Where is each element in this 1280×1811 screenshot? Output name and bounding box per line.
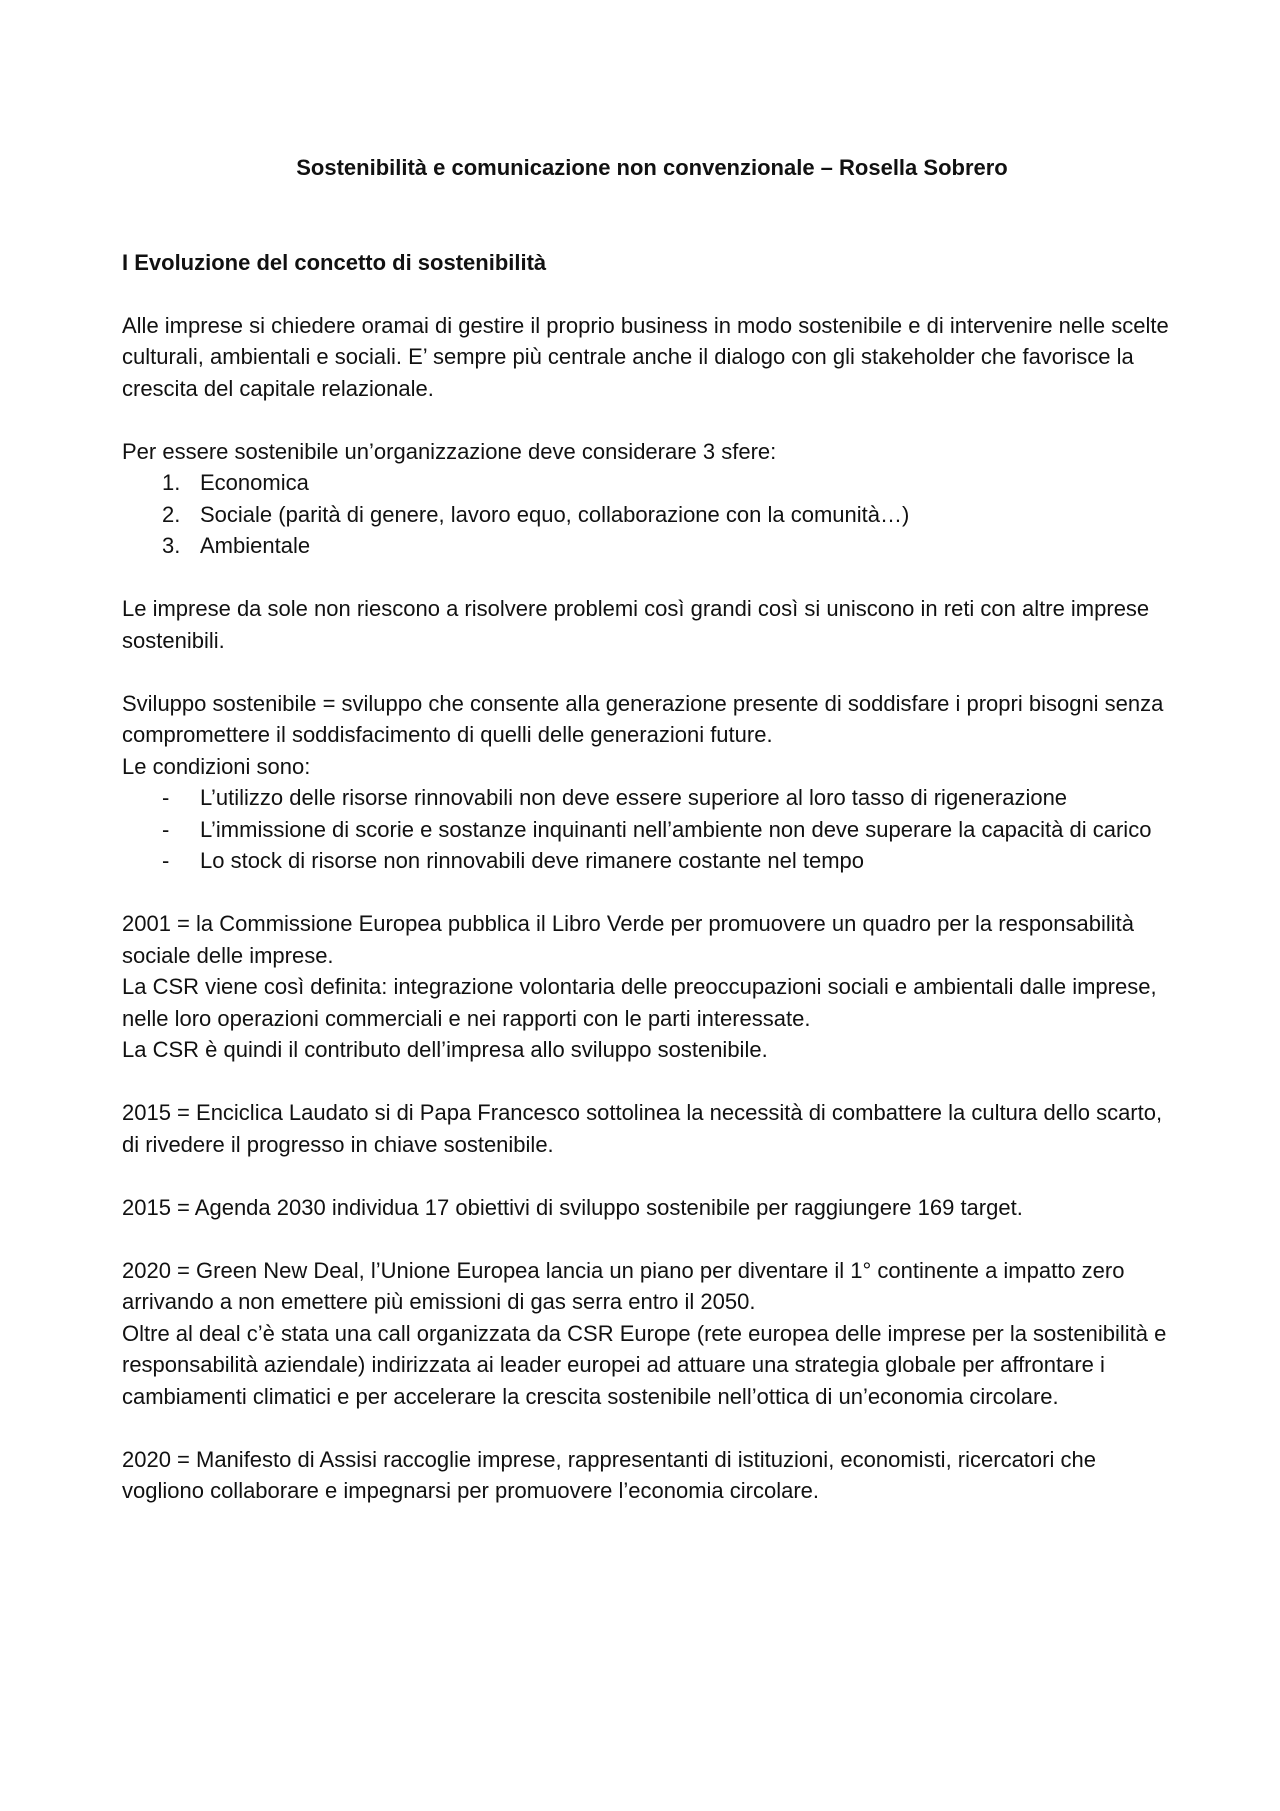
conditions-list [122,782,1182,877]
networks-paragraph: Le imprese da sole non riescono a risolvere problemi così grandi così si uniscono in reti con altre imprese sostenibili. [122,596,1150,653]
intro-paragraph: Alle imprese si chiedere oramai di gestire il proprio business in modo sostenibile e di intervenire nelle scelte culturali, ambientali e sociali. E’ sempre più centrale anche il dialogo con gli stakeholder che favorisce la crescita del capitale relazionale. [122,312,1169,401]
section-heading: I Evoluzione del concetto di sostenibilità [122,249,547,275]
list-item [122,467,1182,499]
list-number: 3. [162,533,181,558]
list-item-text: L’immissione di scorie e sostanze inquinanti nell’ambiente non deve superare la capacità di carico [200,816,1152,842]
list-dash: - [162,785,170,810]
list-item [122,845,1182,877]
list-item-text: L’utilizzo delle risorse rinnovabili non deve essere superiore al loro tasso di rigenerazione [200,785,1068,810]
paragraph-2001-c: La CSR è quindi il contributo dell’impresa allo sviluppo sostenibile. [122,1037,768,1062]
list-item [122,814,1182,846]
spheres-list [122,467,1182,562]
paragraph-2015-b: 2015 = Agenda 2030 individua 17 obiettivi di sviluppo sostenibile per raggiungere 169 target. [122,1194,1023,1220]
list-item [122,530,1182,562]
list-number: 2. [162,501,181,527]
paragraph-2020-a: 2020 = Green New Deal, l’Unione Europea lancia un piano per diventare il 1° continente a impatto zero arrivando a non emettere più emissioni di gas serra entro il 2050. [122,1257,1125,1314]
spheres-intro: Per essere sostenibile un’organizzazione deve considerare 3 sfere: [122,438,777,464]
paragraph-2015-a: 2015 = Enciclica Laudato si di Papa Francesco sottolinea la necessità di combattere la cultura dello scarto, di rivedere il progresso in chiave sostenibile. [122,1100,1163,1157]
paragraph-2020-b: Oltre al deal c’è stata una call organizzata da CSR Europe (rete europea delle imprese per la sostenibilità e responsabilità aziendale) indirizzata ai leader europei ad attuare una strategia globale per affrontare i cambiamenti climatici e per accelerare la crescita sostenibile nell’ottica di un’economia circolare. [122,1320,1167,1409]
paragraph-2001-b: La CSR viene così definita: integrazione volontaria delle preoccupazioni sociali e ambientali dalle imprese, nelle loro operazioni commerciali e nei rapporti con le parti interessate. [122,974,1157,1031]
list-item-text: Economica [200,470,309,495]
list-dash: - [162,816,170,842]
list-item-text: Ambientale [200,533,311,558]
list-item [122,499,1182,531]
document-title: Sostenibilità e comunicazione non convenzionale – Rosella Sobrero [296,155,1008,180]
list-number: 1. [162,470,181,495]
list-item [122,782,1182,814]
conditions-intro: Le condizioni sono: [122,753,311,779]
list-item-text: Lo stock di risorse non rinnovabili deve rimanere costante nel tempo [200,848,865,873]
list-dash: - [162,848,170,873]
paragraph-2020-c: 2020 = Manifesto di Assisi raccoglie imprese, rappresentanti di istituzioni, economisti, ricercatori che vogliono collaborare e impegnarsi per promuovere l’economia circolare. [122,1446,1096,1503]
paragraph-2001-a: 2001 = la Commissione Europea pubblica il Libro Verde per promuovere un quadro per la responsabilità sociale delle imprese. [122,911,1134,968]
document-body [122,152,1182,1538]
list-item-text: Sociale (parità di genere, lavoro equo, collaborazione con la comunità…) [200,501,910,527]
definition-paragraph: Sviluppo sostenibile = sviluppo che consente alla generazione presente di soddisfare i propri bisogni senza compromettere il soddisfacimento di quelli delle generazioni future. [122,690,1164,747]
